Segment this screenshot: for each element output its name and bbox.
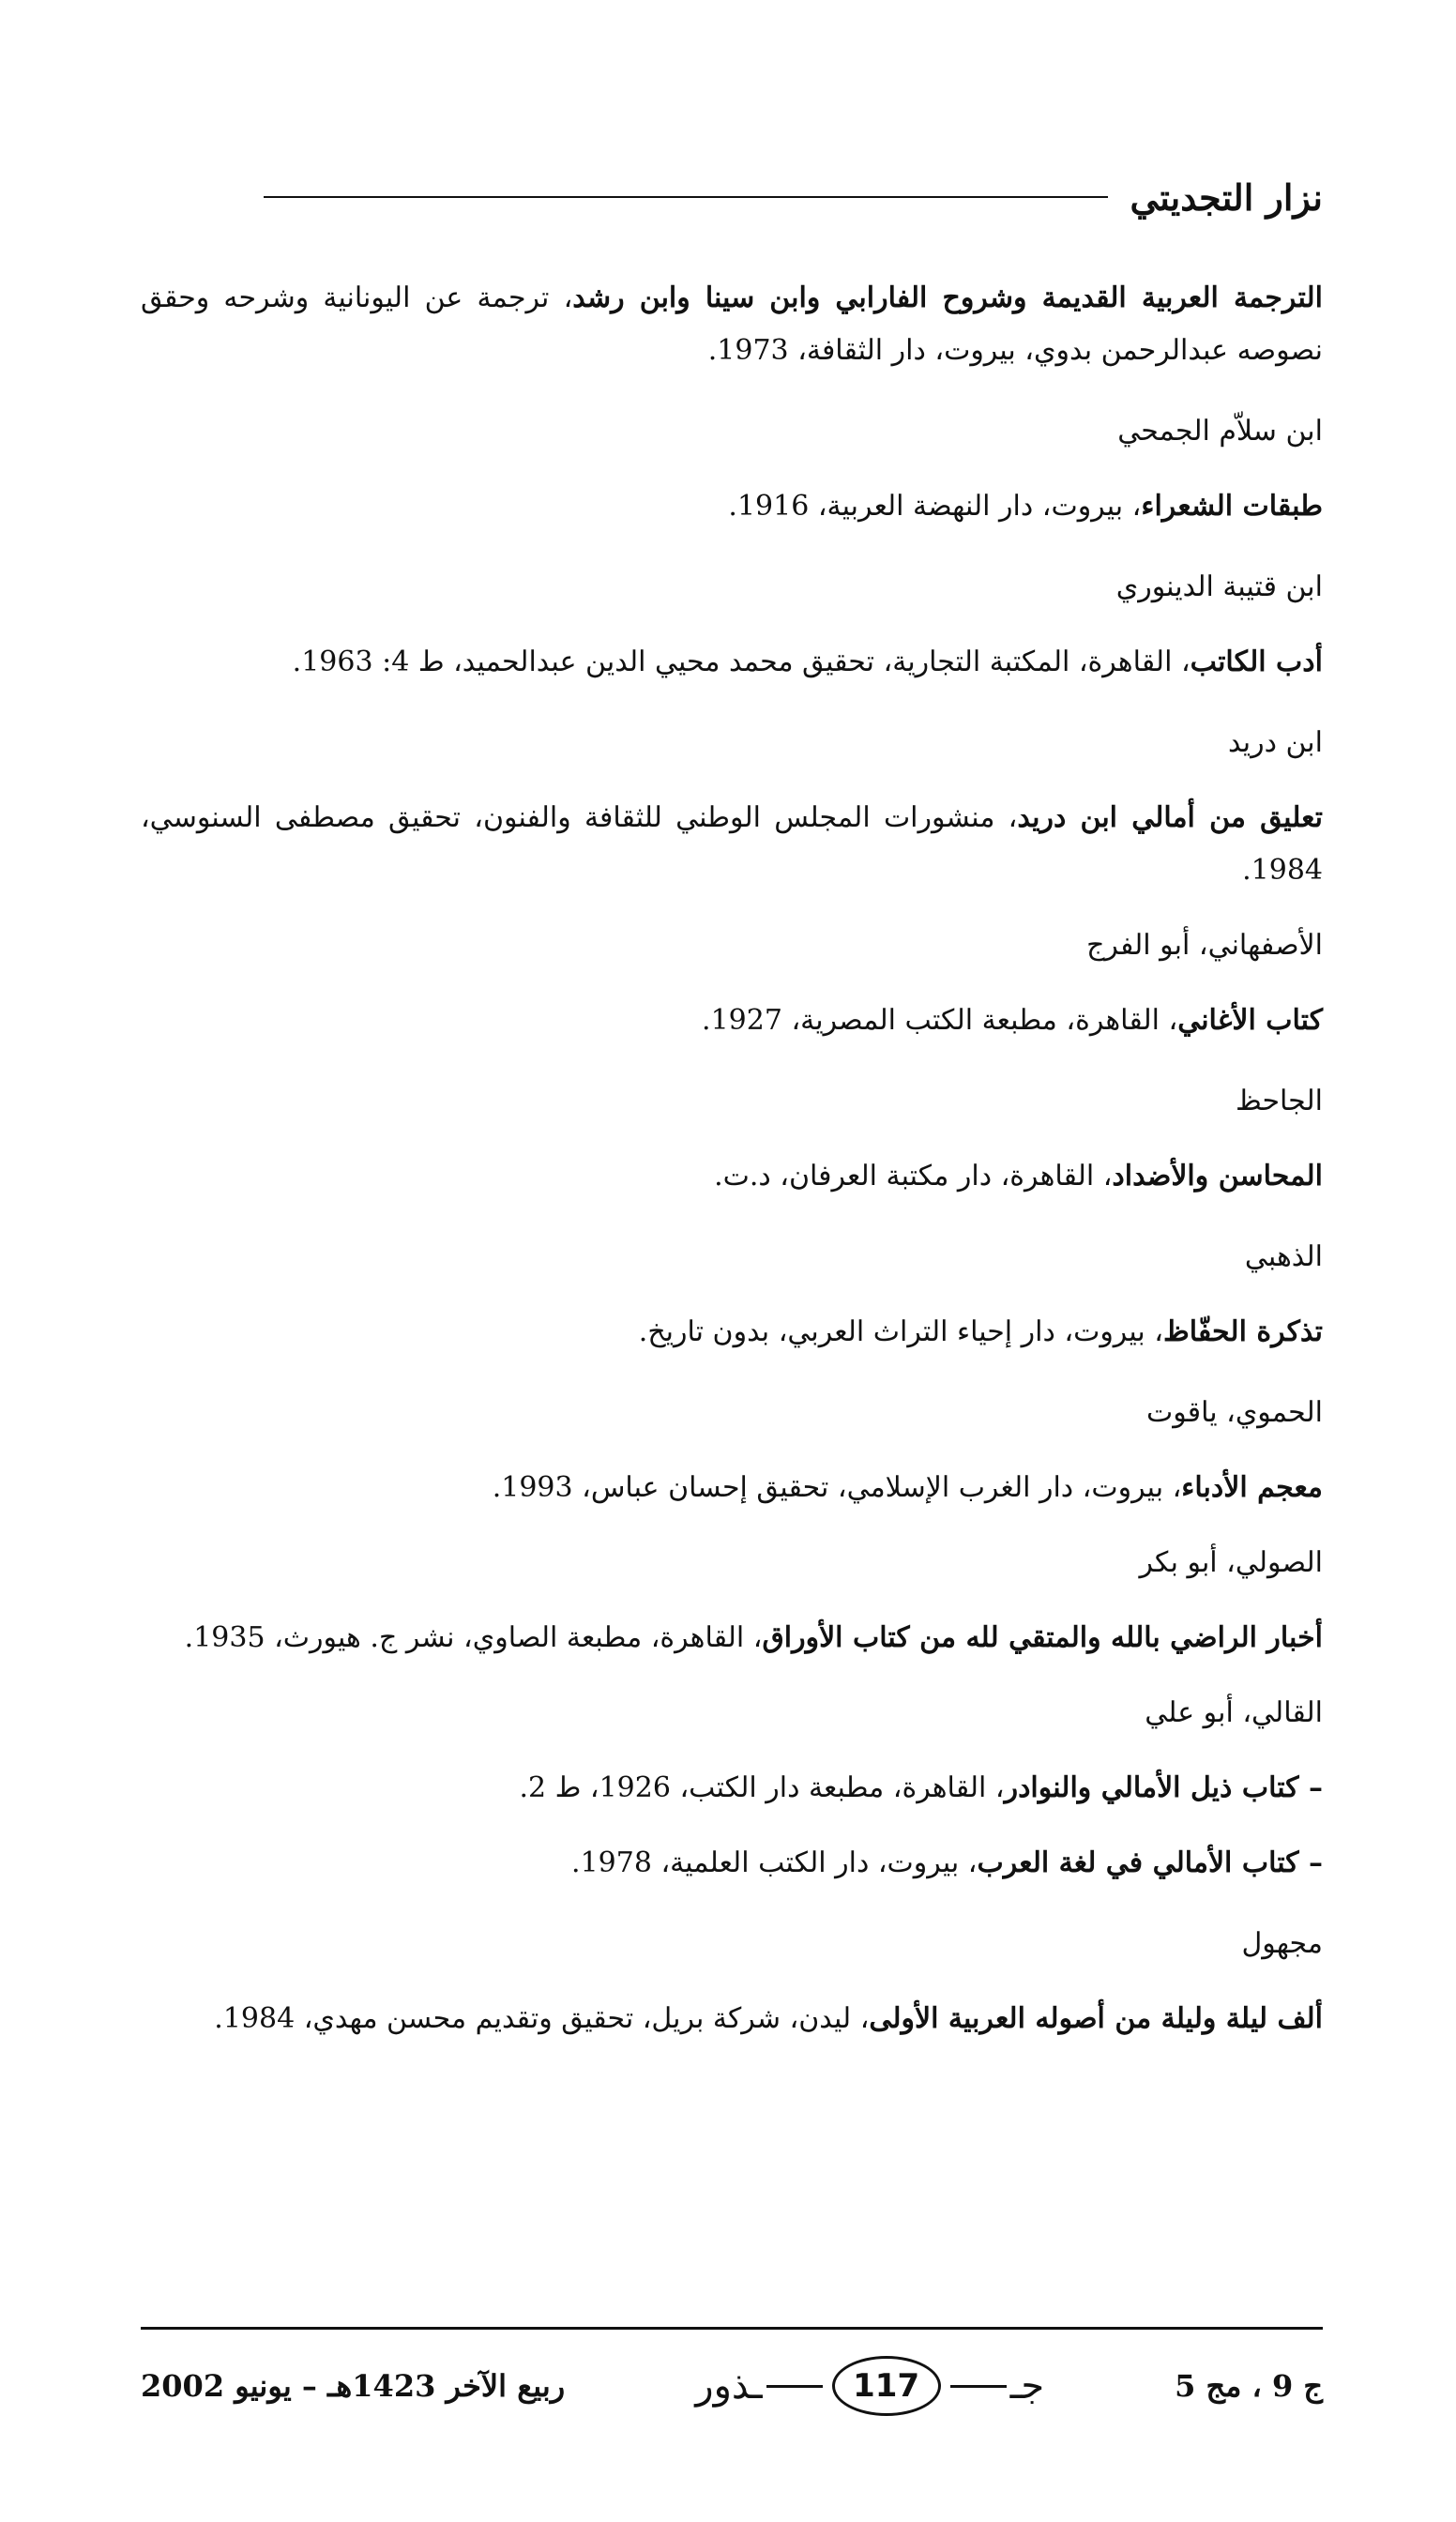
- bibliography-entry: [141, 1150, 1323, 1203]
- bibliography-author: ابن دريد: [1227, 726, 1323, 759]
- running-head: [141, 169, 1323, 225]
- entry-title: تعليق من أمالي ابن دريد: [1017, 801, 1323, 834]
- bibliography-author: ابن قتيبة الدينوري: [1115, 570, 1323, 603]
- entry-details: ، القاهرة، مطبعة الكتب المصرية، 1927.: [702, 1004, 1178, 1037]
- entry-title: تذكرة الحفّاظ: [1163, 1315, 1323, 1348]
- page: [141, 141, 1323, 2421]
- entry-details: ، ليدن، شركة بريل، تحقيق وتقديم محسن مهدي، 1984.: [214, 2002, 870, 2035]
- entry-title: المحاسن والأضداد: [1112, 1160, 1323, 1193]
- journal-logo: [695, 2356, 1044, 2416]
- entry-details: ، بيروت، دار الكتب العلمية، 1978.: [571, 1846, 978, 1879]
- entry-details: ، منشورات المجلس الوطني للثقافة والفنون، تحقيق مصطفى السنوسي، 1984.: [141, 801, 1323, 887]
- bibliography-author: القالي، أبو علي: [1145, 1696, 1323, 1729]
- bibliography-entry: [141, 1762, 1323, 1815]
- bibliography-author: الصولي، أبو بكر: [1139, 1546, 1323, 1579]
- bibliography-entry: [141, 272, 1323, 377]
- running-head-rule: [264, 196, 1108, 198]
- bibliography-author: الحموي، ياقوت: [1146, 1396, 1323, 1429]
- footer-issue: ج 9 ، مج 5: [1175, 2368, 1323, 2404]
- page-number: 117: [832, 2356, 941, 2416]
- entry-title: الترجمة العربية القديمة وشروح الفارابي وابن سينا وابن رشد: [572, 281, 1323, 314]
- entry-title: أخبار الراضي بالله والمتقي لله من كتاب الأوراق: [762, 1621, 1323, 1654]
- bibliography-entry: [141, 792, 1323, 897]
- logo-dash: [766, 2385, 823, 2388]
- journal-logo-right: ـذور: [695, 2364, 763, 2408]
- entry-details: ، القاهرة، دار مكتبة العرفان، د.ت.: [714, 1160, 1113, 1193]
- bibliography-author: الجاحظ: [1235, 1085, 1323, 1117]
- entry-details: ، القاهرة، مطبعة الصاوي، نشر ج. هيورث، 1935.: [184, 1621, 763, 1654]
- bibliography: [141, 272, 1323, 2045]
- entry-details: ، بيروت، دار إحياء التراث العربي، بدون تاريخ.: [638, 1315, 1163, 1348]
- entry-title: كتاب الأغاني: [1177, 1004, 1323, 1037]
- entry-title: أدب الكاتب: [1190, 646, 1323, 678]
- entry-details: ، بيروت، دار النهضة العربية، 1916.: [728, 490, 1142, 523]
- bibliography-entry: [141, 636, 1323, 689]
- footer-date: ربيع الآخر 1423هـ – يونيو 2002: [141, 2368, 566, 2404]
- entry-details: ، بيروت، دار الغرب الإسلامي، تحقيق إحسان عباس، 1993.: [492, 1471, 1182, 1504]
- running-head-author: نزار التجديتي: [1130, 175, 1323, 219]
- entry-title: – كتاب الأمالي في لغة العرب: [977, 1846, 1323, 1879]
- bibliography-author: الأصفهاني، أبو الفرج: [1086, 929, 1323, 962]
- entry-details: ، القاهرة، المكتبة التجارية، تحقيق محمد محيي الدين عبدالحميد، ط 4: 1963.: [292, 646, 1191, 678]
- bibliography-entry: [141, 1612, 1323, 1664]
- entry-details: ، القاهرة، مطبعة دار الكتب، 1926، ط 2.: [519, 1771, 1005, 1804]
- bibliography-entry: [141, 1837, 1323, 1890]
- bibliography-author: الذهبي: [1244, 1240, 1323, 1273]
- bibliography-entry: [141, 1462, 1323, 1514]
- bibliography-entry: [141, 1306, 1323, 1359]
- footer-rule: [141, 2327, 1323, 2330]
- bibliography-author: مجهول: [1241, 1927, 1323, 1960]
- entry-title: طبقات الشعراء: [1141, 490, 1323, 523]
- entry-title: معجم الأدباء: [1181, 1471, 1323, 1504]
- page-footer: [141, 2353, 1323, 2419]
- entry-title: ألف ليلة وليلة من أصوله العربية الأولى: [869, 2002, 1323, 2035]
- entry-details: ، ترجمة عن اليونانية وشرحه وحقق نصوصه عبدالرحمن بدوي، بيروت، دار الثقافة، 1973.: [141, 281, 1323, 367]
- bibliography-entry: [141, 1993, 1323, 2045]
- entry-title: – كتاب ذيل الأمالي والنوادر: [1004, 1771, 1323, 1804]
- logo-dash: [950, 2385, 1007, 2388]
- journal-logo-left: جـ: [1009, 2364, 1045, 2408]
- bibliography-entry: [141, 995, 1323, 1047]
- bibliography-author: ابن سلاّم الجمحي: [1117, 415, 1323, 448]
- bibliography-entry: [141, 480, 1323, 533]
